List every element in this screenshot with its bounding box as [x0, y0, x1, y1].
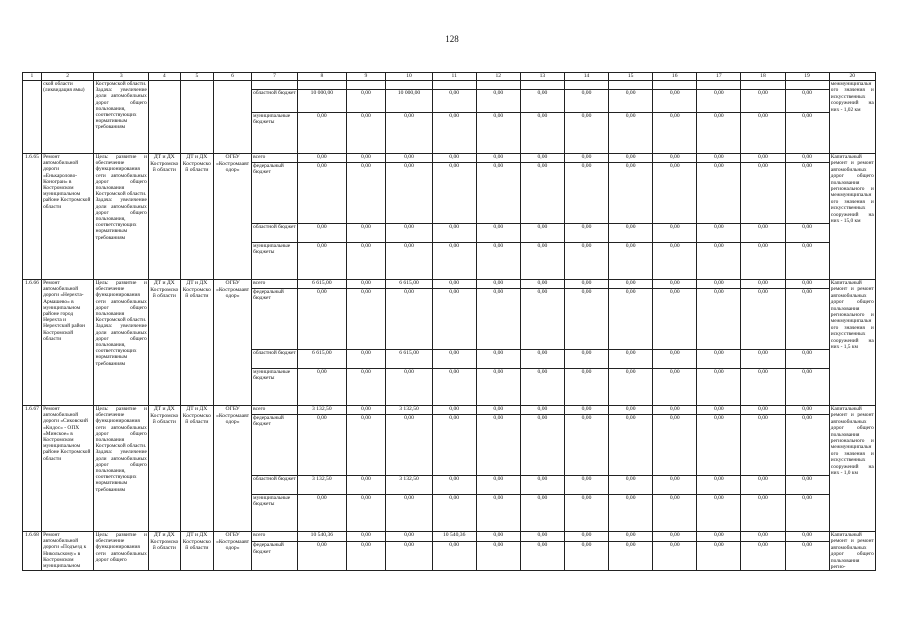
value-cell — [697, 81, 741, 90]
value-cell: 0,00 — [346, 406, 386, 415]
value-cell: 0,00 — [386, 542, 432, 571]
value-cell — [564, 81, 608, 90]
budget-label-cell: всего — [251, 532, 297, 542]
budget-label-cell: областной бюджет — [251, 224, 297, 243]
value-cell: 0,00 — [653, 243, 697, 280]
purpose-cell — [94, 532, 149, 571]
value-cell — [386, 81, 432, 90]
value-cell: 0,00 — [653, 542, 697, 571]
value-cell: 0,00 — [653, 224, 697, 243]
value-cell: 0,00 — [298, 415, 346, 476]
budget-label-cell: областной бюджет — [251, 90, 297, 113]
value-cell — [609, 81, 653, 90]
value-cell: 0,00 — [346, 154, 386, 163]
value-cell: 0,00 — [386, 113, 432, 154]
value-cell: 0,00 — [785, 406, 829, 415]
value-cell: 0,00 — [520, 532, 564, 542]
value-cell: 0,00 — [520, 406, 564, 415]
column-number-header: 6 — [214, 73, 252, 81]
column-number-header: 12 — [476, 73, 520, 81]
value-cell: 0,00 — [476, 163, 520, 224]
table-row — [23, 406, 876, 415]
value-cell — [741, 81, 785, 90]
value-cell: 0,00 — [346, 476, 386, 495]
value-cell: 0,00 — [564, 542, 608, 571]
responsible-cell: ОГБУ «Костромаавтодор» — [214, 280, 252, 406]
value-cell: 0,00 — [741, 369, 785, 406]
column-number-header: 14 — [564, 73, 608, 81]
value-cell: 0,00 — [609, 154, 653, 163]
value-cell: 0,00 — [520, 280, 564, 289]
value-cell: 0,00 — [609, 163, 653, 224]
result-cell: Капитальный ремонт и ремонт автомобильных дорог общего пользования регионального и межмуниципального значения и искусственных сооружений на них - 1,0 км — [829, 406, 875, 532]
purpose-text: Цель: развитие и обеспечение функционирования сети автомобильных дорог общего — [95, 532, 147, 563]
value-cell: 0,00 — [346, 243, 386, 280]
value-cell: 10 540,36 — [298, 532, 346, 542]
budget-label-cell: федеральный бюджет — [251, 289, 297, 350]
column-number-header: 10 — [386, 73, 432, 81]
value-cell: 0,00 — [609, 495, 653, 532]
value-cell: 0,00 — [653, 350, 697, 369]
value-cell — [346, 81, 386, 90]
value-cell: 10 540,36 — [432, 532, 476, 542]
value-cell: 0,00 — [564, 163, 608, 224]
value-cell: 0,00 — [609, 90, 653, 113]
value-cell: 0,00 — [298, 289, 346, 350]
value-cell: 0,00 — [298, 495, 346, 532]
value-cell: 0,00 — [564, 350, 608, 369]
budget-table — [22, 72, 876, 571]
purpose-cell — [94, 154, 149, 280]
value-cell: 0,00 — [697, 289, 741, 350]
value-cell: 0,00 — [564, 243, 608, 280]
value-cell: 0,00 — [564, 90, 608, 113]
responsible-cell: ДТ и ДХ Костромской области — [149, 154, 181, 280]
value-cell: 0,00 — [564, 224, 608, 243]
value-cell: 0,00 — [564, 406, 608, 415]
purpose-text: Цель: развитие и обеспечение функционирования сети автомобильных дорог общего пользования Костромской области. — [95, 406, 147, 450]
value-cell: 0,00 — [346, 542, 386, 571]
value-cell: 0,00 — [432, 280, 476, 289]
value-cell: 0,00 — [653, 90, 697, 113]
value-cell: 0,00 — [785, 154, 829, 163]
value-cell — [432, 81, 476, 90]
value-cell: 0,00 — [785, 243, 829, 280]
value-cell: 0,00 — [609, 369, 653, 406]
value-cell: 0,00 — [432, 224, 476, 243]
value-cell: 0,00 — [432, 415, 476, 476]
responsible-cell: ОГБУ «Костромаавтодор» — [214, 406, 252, 532]
row-number-cell — [23, 81, 42, 154]
value-cell: 0,00 — [697, 224, 741, 243]
value-cell: 0,00 — [520, 369, 564, 406]
value-cell: 0,00 — [697, 476, 741, 495]
task-text: Задача: увеличение доли автомобильных дорог общего пользования, соответствующих нормативным требованиям — [95, 323, 147, 367]
column-number-row — [23, 73, 876, 81]
value-cell: 0,00 — [697, 154, 741, 163]
value-cell — [476, 81, 520, 90]
value-cell: 0,00 — [346, 350, 386, 369]
value-cell: 0,00 — [520, 90, 564, 113]
value-cell: 0,00 — [386, 243, 432, 280]
value-cell: 0,00 — [609, 289, 653, 350]
value-cell: 0,00 — [432, 163, 476, 224]
value-cell: 0,00 — [476, 532, 520, 542]
purpose-text: Костромской области. — [95, 81, 147, 87]
column-number-header: 11 — [432, 73, 476, 81]
value-cell: 0,00 — [653, 113, 697, 154]
value-cell — [520, 81, 564, 90]
value-cell: 0,00 — [520, 289, 564, 350]
value-cell: 0,00 — [298, 542, 346, 571]
value-cell: 0,00 — [476, 243, 520, 280]
purpose-cell — [94, 81, 149, 154]
value-cell: 0,00 — [564, 289, 608, 350]
value-cell: 0,00 — [785, 280, 829, 289]
value-cell: 0,00 — [386, 163, 432, 224]
value-cell: 0,00 — [476, 542, 520, 571]
table-row — [23, 154, 876, 163]
table-row — [23, 81, 876, 90]
value-cell: 0,00 — [653, 476, 697, 495]
value-cell: 0,00 — [432, 476, 476, 495]
value-cell: 0,00 — [298, 163, 346, 224]
value-cell: 0,00 — [653, 415, 697, 476]
value-cell: 0,00 — [476, 289, 520, 350]
value-cell: 0,00 — [785, 113, 829, 154]
value-cell: 0,00 — [476, 406, 520, 415]
value-cell: 0,00 — [697, 280, 741, 289]
value-cell: 0,00 — [785, 350, 829, 369]
value-cell: 0,00 — [785, 369, 829, 406]
value-cell: 0,00 — [432, 90, 476, 113]
value-cell: 0,00 — [653, 154, 697, 163]
value-cell: 0,00 — [741, 415, 785, 476]
purpose-text: Цель: развитие и обеспечение функционирования сети автомобильных дорог общего пользования Костромской области. — [95, 280, 147, 324]
value-cell: 0,00 — [697, 350, 741, 369]
budget-label-cell: федеральный бюджет — [251, 542, 297, 571]
value-cell: 0,00 — [609, 532, 653, 542]
value-cell: 0,00 — [653, 406, 697, 415]
value-cell: 0,00 — [386, 532, 432, 542]
purpose-text: Цель: развитие и обеспечение функционирования сети автомобильных дорог общего пользования Костромской области. — [95, 154, 147, 198]
value-cell: 0,00 — [476, 90, 520, 113]
column-number-header: 18 — [741, 73, 785, 81]
value-cell: 0,00 — [653, 369, 697, 406]
value-cell: 0,00 — [386, 224, 432, 243]
value-cell: 0,00 — [697, 369, 741, 406]
value-cell — [298, 81, 346, 90]
value-cell: 0,00 — [520, 243, 564, 280]
value-cell: 0,00 — [741, 243, 785, 280]
value-cell: 0,00 — [346, 289, 386, 350]
budget-label-cell: областной бюджет — [251, 350, 297, 369]
budget-label-cell: муниципальные бюджеты — [251, 113, 297, 154]
budget-label-cell: федеральный бюджет — [251, 415, 297, 476]
column-number-header: 17 — [697, 73, 741, 81]
value-cell: 0,00 — [520, 495, 564, 532]
value-cell: 0,00 — [741, 495, 785, 532]
value-cell — [653, 81, 697, 90]
row-number-cell: 1.6.68 — [23, 532, 42, 571]
value-cell: 0,00 — [785, 163, 829, 224]
value-cell: 0,00 — [697, 532, 741, 542]
table-row — [23, 532, 876, 542]
value-cell: 6 615,00 — [386, 280, 432, 289]
value-cell: 0,00 — [432, 495, 476, 532]
value-cell: 0,00 — [386, 415, 432, 476]
responsible-cell: ДТ и ДХ Костромской области — [149, 532, 181, 571]
value-cell: 0,00 — [697, 90, 741, 113]
value-cell: 0,00 — [346, 224, 386, 243]
value-cell: 0,00 — [564, 415, 608, 476]
value-cell: 0,00 — [609, 280, 653, 289]
column-number-header: 13 — [520, 73, 564, 81]
value-cell: 0,00 — [346, 495, 386, 532]
value-cell: 0,00 — [432, 113, 476, 154]
responsible-cell: ДТ и ДХ Костромской области — [149, 406, 181, 532]
value-cell: 0,00 — [741, 406, 785, 415]
value-cell: 0,00 — [609, 406, 653, 415]
value-cell: 0,00 — [741, 476, 785, 495]
responsible-cell — [214, 81, 252, 154]
column-number-header: 1 — [23, 73, 42, 81]
value-cell: 0,00 — [609, 350, 653, 369]
value-cell: 0,00 — [653, 163, 697, 224]
value-cell: 3 132,50 — [386, 406, 432, 415]
value-cell — [251, 81, 297, 90]
result-cell: Капитальный ремонт и ремонт автомобильных дорог общего пользования регио- — [830, 532, 874, 571]
value-cell: 0,00 — [697, 415, 741, 476]
value-cell: 0,00 — [386, 369, 432, 406]
value-cell: 0,00 — [741, 532, 785, 542]
value-cell: 0,00 — [346, 532, 386, 542]
value-cell: 0,00 — [520, 163, 564, 224]
budget-label-cell: областной бюджет — [251, 476, 297, 495]
value-cell: 0,00 — [432, 154, 476, 163]
purpose-cell — [94, 280, 149, 406]
responsible-cell: ДТ и ДХ Костромской области — [180, 532, 214, 571]
column-number-header: 5 — [180, 73, 214, 81]
value-cell: 0,00 — [520, 350, 564, 369]
value-cell: 0,00 — [564, 369, 608, 406]
task-text: Задача: увеличение доли автомобильных дорог общего пользования, соответствующих нормативным требованиям — [95, 87, 147, 131]
value-cell: 0,00 — [432, 369, 476, 406]
value-cell: 6 615,00 — [386, 350, 432, 369]
column-number-header: 9 — [346, 73, 386, 81]
budget-label-cell: муниципальные бюджеты — [251, 369, 297, 406]
column-number-header: 19 — [785, 73, 829, 81]
value-cell: 0,00 — [564, 154, 608, 163]
purpose-cell — [94, 406, 149, 532]
value-cell: 0,00 — [476, 369, 520, 406]
budget-label-cell: муниципальные бюджеты — [251, 243, 297, 280]
object-name-cell: Ремонт автомобильной дороги «Подъезд к Никольскому» в Костромском муниципальном — [41, 532, 94, 571]
responsible-cell: ДТ и ДХ Костромской области — [180, 280, 214, 406]
value-cell: 0,00 — [741, 224, 785, 243]
value-cell: 0,00 — [476, 224, 520, 243]
budget-label-cell: всего — [251, 154, 297, 163]
value-cell: 0,00 — [346, 280, 386, 289]
row-number-cell: 1.6.67 — [23, 406, 42, 532]
value-cell: 0,00 — [298, 154, 346, 163]
responsible-cell — [180, 81, 214, 154]
value-cell: 0,00 — [476, 415, 520, 476]
value-cell: 0,00 — [785, 542, 829, 571]
table-row — [23, 280, 876, 289]
value-cell: 0,00 — [564, 495, 608, 532]
value-cell: 0,00 — [653, 495, 697, 532]
value-cell: 0,00 — [741, 350, 785, 369]
value-cell: 0,00 — [785, 532, 829, 542]
column-number-header: 16 — [653, 73, 697, 81]
value-cell: 3 132,50 — [298, 476, 346, 495]
responsible-cell: ОГБУ «Костромаавтодор» — [214, 154, 252, 280]
value-cell: 0,00 — [432, 289, 476, 350]
result-cell: Капитальный ремонт и ремонт автомобильных дорог общего пользования регионального и межмуниципального значения и искусственных сооружений на них - 15,0 км — [829, 154, 875, 280]
value-cell: 0,00 — [741, 90, 785, 113]
value-cell: 0,00 — [520, 415, 564, 476]
value-cell: 6 615,00 — [298, 280, 346, 289]
value-cell: 0,00 — [564, 476, 608, 495]
value-cell: 0,00 — [653, 280, 697, 289]
column-number-header: 15 — [609, 73, 653, 81]
object-name-cell: ской области (ликвидация ямы) — [41, 81, 94, 154]
value-cell: 0,00 — [697, 113, 741, 154]
value-cell: 0,00 — [346, 369, 386, 406]
value-cell: 0,00 — [432, 542, 476, 571]
value-cell: 0,00 — [785, 224, 829, 243]
value-cell: 0,00 — [609, 476, 653, 495]
value-cell: 0,00 — [298, 224, 346, 243]
value-cell: 0,00 — [564, 280, 608, 289]
value-cell: 0,00 — [520, 476, 564, 495]
value-cell: 0,00 — [609, 113, 653, 154]
value-cell: 0,00 — [476, 495, 520, 532]
value-cell: 0,00 — [697, 243, 741, 280]
value-cell: 0,00 — [476, 154, 520, 163]
value-cell: 0,00 — [697, 495, 741, 532]
responsible-cell: ОГБУ «Костромаавтодор» — [214, 532, 252, 571]
page-number: 128 — [445, 34, 459, 44]
value-cell — [785, 81, 829, 90]
value-cell: 0,00 — [697, 163, 741, 224]
value-cell: 0,00 — [564, 113, 608, 154]
value-cell: 0,00 — [346, 415, 386, 476]
responsible-cell: ДТ и ДХ Костромской области — [149, 280, 181, 406]
responsible-cell: ДТ и ДХ Костромской области — [180, 154, 214, 280]
column-number-header: 7 — [251, 73, 297, 81]
value-cell: 0,00 — [564, 532, 608, 542]
value-cell: 0,00 — [346, 113, 386, 154]
value-cell: 0,00 — [609, 542, 653, 571]
value-cell: 0,00 — [386, 289, 432, 350]
budget-label-cell: федеральный бюджет — [251, 163, 297, 224]
value-cell: 3 132,50 — [298, 406, 346, 415]
value-cell: 0,00 — [785, 90, 829, 113]
responsible-cell: ДТ и ДХ Костромской области — [180, 406, 214, 532]
responsible-cell — [149, 81, 181, 154]
column-number-header: 20 — [829, 73, 875, 81]
column-number-header: 4 — [149, 73, 181, 81]
value-cell: 0,00 — [432, 350, 476, 369]
value-cell: 0,00 — [432, 243, 476, 280]
value-cell: 10 000,00 — [386, 90, 432, 113]
object-name-cell: Ремонт автомобильной дороги «Енькаролово-Конограи» в Костромском муниципальном районе Костромской области — [41, 154, 94, 280]
value-cell: 0,00 — [609, 415, 653, 476]
value-cell: 0,00 — [697, 542, 741, 571]
row-number-cell: 1.6.66 — [23, 280, 42, 406]
value-cell: 0,00 — [476, 476, 520, 495]
budget-label-cell: всего — [251, 406, 297, 415]
value-cell: 0,00 — [785, 495, 829, 532]
value-cell: 0,00 — [520, 224, 564, 243]
value-cell: 0,00 — [298, 369, 346, 406]
value-cell: 0,00 — [476, 280, 520, 289]
value-cell: 0,00 — [741, 113, 785, 154]
value-cell: 0,00 — [346, 163, 386, 224]
value-cell: 0,00 — [785, 415, 829, 476]
value-cell: 0,00 — [741, 289, 785, 350]
value-cell: 0,00 — [697, 406, 741, 415]
value-cell: 0,00 — [520, 113, 564, 154]
value-cell: 0,00 — [741, 280, 785, 289]
value-cell: 0,00 — [520, 542, 564, 571]
value-cell: 10 000,00 — [298, 90, 346, 113]
object-name-cell: Ремонт автомобильной дороги «Сиковский «Кидос» - ОПХ «Минское» в Костромском муниципальном районе Костромской области — [41, 406, 94, 532]
value-cell: 0,00 — [785, 476, 829, 495]
column-number-header: 2 — [41, 73, 94, 81]
task-text: Задача: увеличение доли автомобильных дорог общего пользования, соответствующих нормативным требованиям — [95, 197, 147, 241]
object-name-cell: Ремонт автомобильной дороги «Нерехта-Армашево» в муниципальном районе город Нерехта и Нерехтский район Костромской области — [41, 280, 94, 406]
value-cell: 0,00 — [520, 154, 564, 163]
value-cell: 6 615,00 — [298, 350, 346, 369]
row-number-cell: 1.6.65 — [23, 154, 42, 280]
column-number-header: 8 — [298, 73, 346, 81]
value-cell: 0,00 — [346, 90, 386, 113]
column-number-header: 3 — [94, 73, 149, 81]
value-cell: 0,00 — [298, 243, 346, 280]
result-cell: межмуниципального значения и искусственных сооружений на них - 1,02 км — [829, 81, 875, 154]
value-cell: 0,00 — [476, 113, 520, 154]
budget-label-cell: всего — [251, 280, 297, 289]
value-cell: 0,00 — [386, 495, 432, 532]
budget-label-cell: муниципальные бюджеты — [251, 495, 297, 532]
value-cell: 0,00 — [653, 532, 697, 542]
value-cell: 0,00 — [785, 289, 829, 350]
value-cell: 0,00 — [741, 163, 785, 224]
value-cell: 0,00 — [298, 113, 346, 154]
result-cell: Капитальный ремонт и ремонт автомобильных дорог общего пользования регионального и межмуниципального значения и искусственных сооружений на них - 1,5 км — [829, 280, 875, 406]
value-cell: 0,00 — [609, 224, 653, 243]
value-cell: 0,00 — [609, 243, 653, 280]
value-cell: 0,00 — [476, 350, 520, 369]
value-cell: 0,00 — [741, 154, 785, 163]
value-cell: 0,00 — [386, 154, 432, 163]
value-cell: 0,00 — [653, 289, 697, 350]
value-cell: 0,00 — [741, 542, 785, 571]
task-text: Задача: увеличение доли автомобильных дорог общего пользования, соответствующих нормативным требованиям — [95, 449, 147, 493]
value-cell: 0,00 — [432, 406, 476, 415]
value-cell: 3 132,50 — [386, 476, 432, 495]
